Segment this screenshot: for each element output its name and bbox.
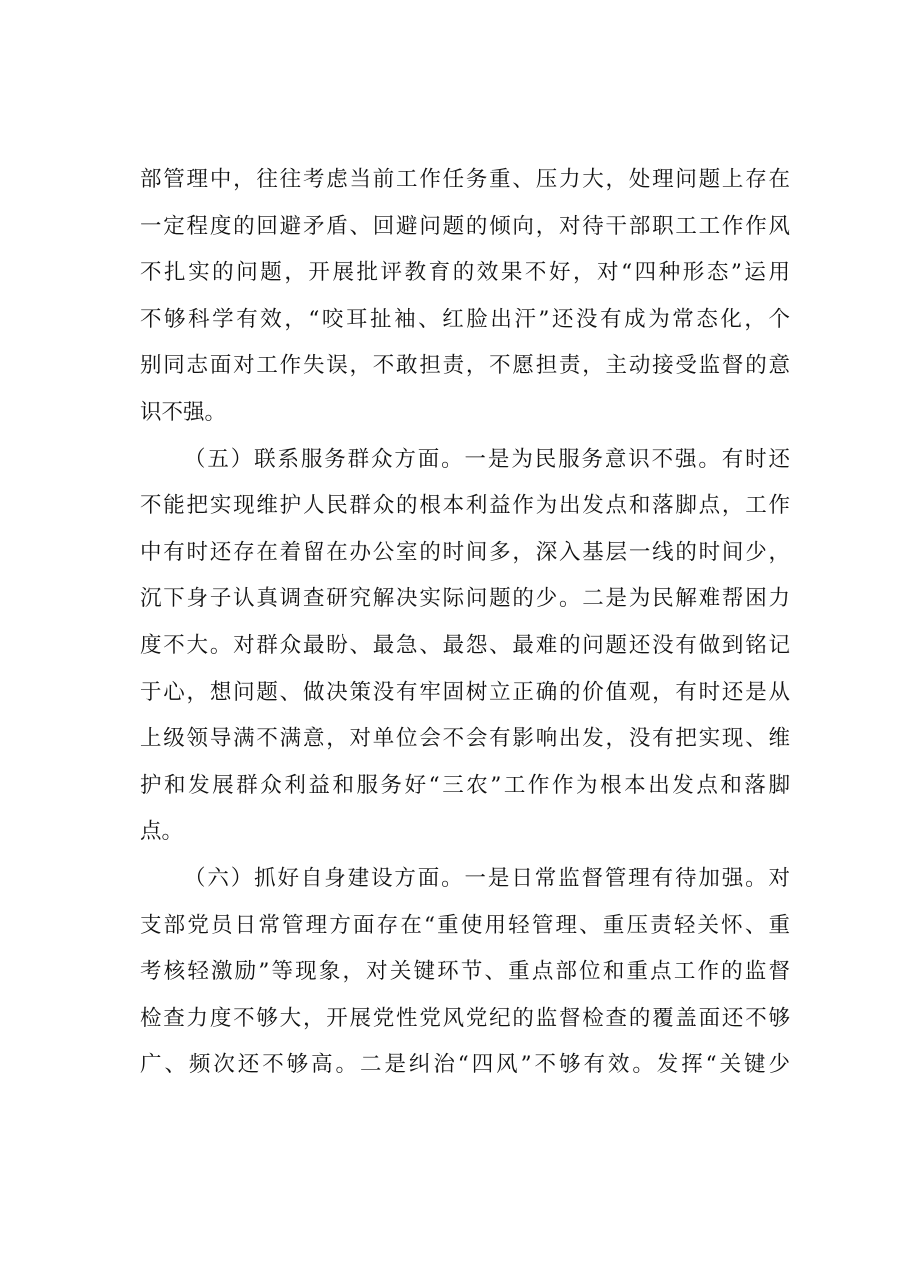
- text-line: 广、频次还不够高。二是纠治“四风”不够有效。发挥“关键少: [140, 1052, 790, 1078]
- text-line: 点。: [140, 819, 184, 845]
- section-heading-line: （五）联系服务群众方面。一是为民服务意识不强。有时还: [184, 446, 790, 472]
- document-body: [140, 157, 790, 1089]
- text-line: 中有时还存在着留在办公室的时间多，深入基层一线的时间少，: [140, 539, 790, 565]
- text-line: 不能把实现维护人民群众的根本利益作为出发点和落脚点，工作: [140, 493, 790, 519]
- text-line: 度不大。对群众最盼、最急、最怨、最难的问题还没有做到铭记: [140, 632, 790, 658]
- text-line: 识不强。: [140, 399, 227, 425]
- text-line: 上级领导满不满意，对单位会不会有影响出发，没有把实现、维: [140, 726, 790, 752]
- text-line: 别同志面对工作失误，不敢担责，不愿担责，主动接受监督的意: [140, 353, 790, 379]
- text-line: 检查力度不够大，开展党性党风党纪的监督检查的覆盖面还不够: [140, 1005, 790, 1031]
- text-line: 不扎实的问题，开展批评教育的效果不好，对“四种形态”运用: [140, 260, 790, 286]
- text-line: 不够科学有效，“咬耳扯袖、红脸出汗”还没有成为常态化，个: [140, 306, 790, 332]
- text-line: 护和发展群众利益和服务好“三农”工作作为根本出发点和落脚: [140, 772, 790, 798]
- text-line: 考核轻激励”等现象，对关键环节、重点部位和重点工作的监督: [140, 959, 790, 985]
- section-heading-line: （六）抓好自身建设方面。一是日常监督管理有待加强。对: [184, 865, 790, 891]
- text-line: 支部党员日常管理方面存在“重使用轻管理、重压责轻关怀、重: [140, 912, 790, 938]
- text-line: 沉下身子认真调查研究解决实际问题的少。二是为民解难帮困力: [140, 586, 790, 612]
- text-line: 一定程度的回避矛盾、回避问题的倾向，对待干部职工工作作风: [140, 213, 790, 239]
- text-line: 于心，想问题、做决策没有牢固树立正确的价值观，有时还是从: [140, 679, 790, 705]
- text-line: 部管理中，往往考虑当前工作任务重、压力大，处理问题上存在: [140, 167, 790, 192]
